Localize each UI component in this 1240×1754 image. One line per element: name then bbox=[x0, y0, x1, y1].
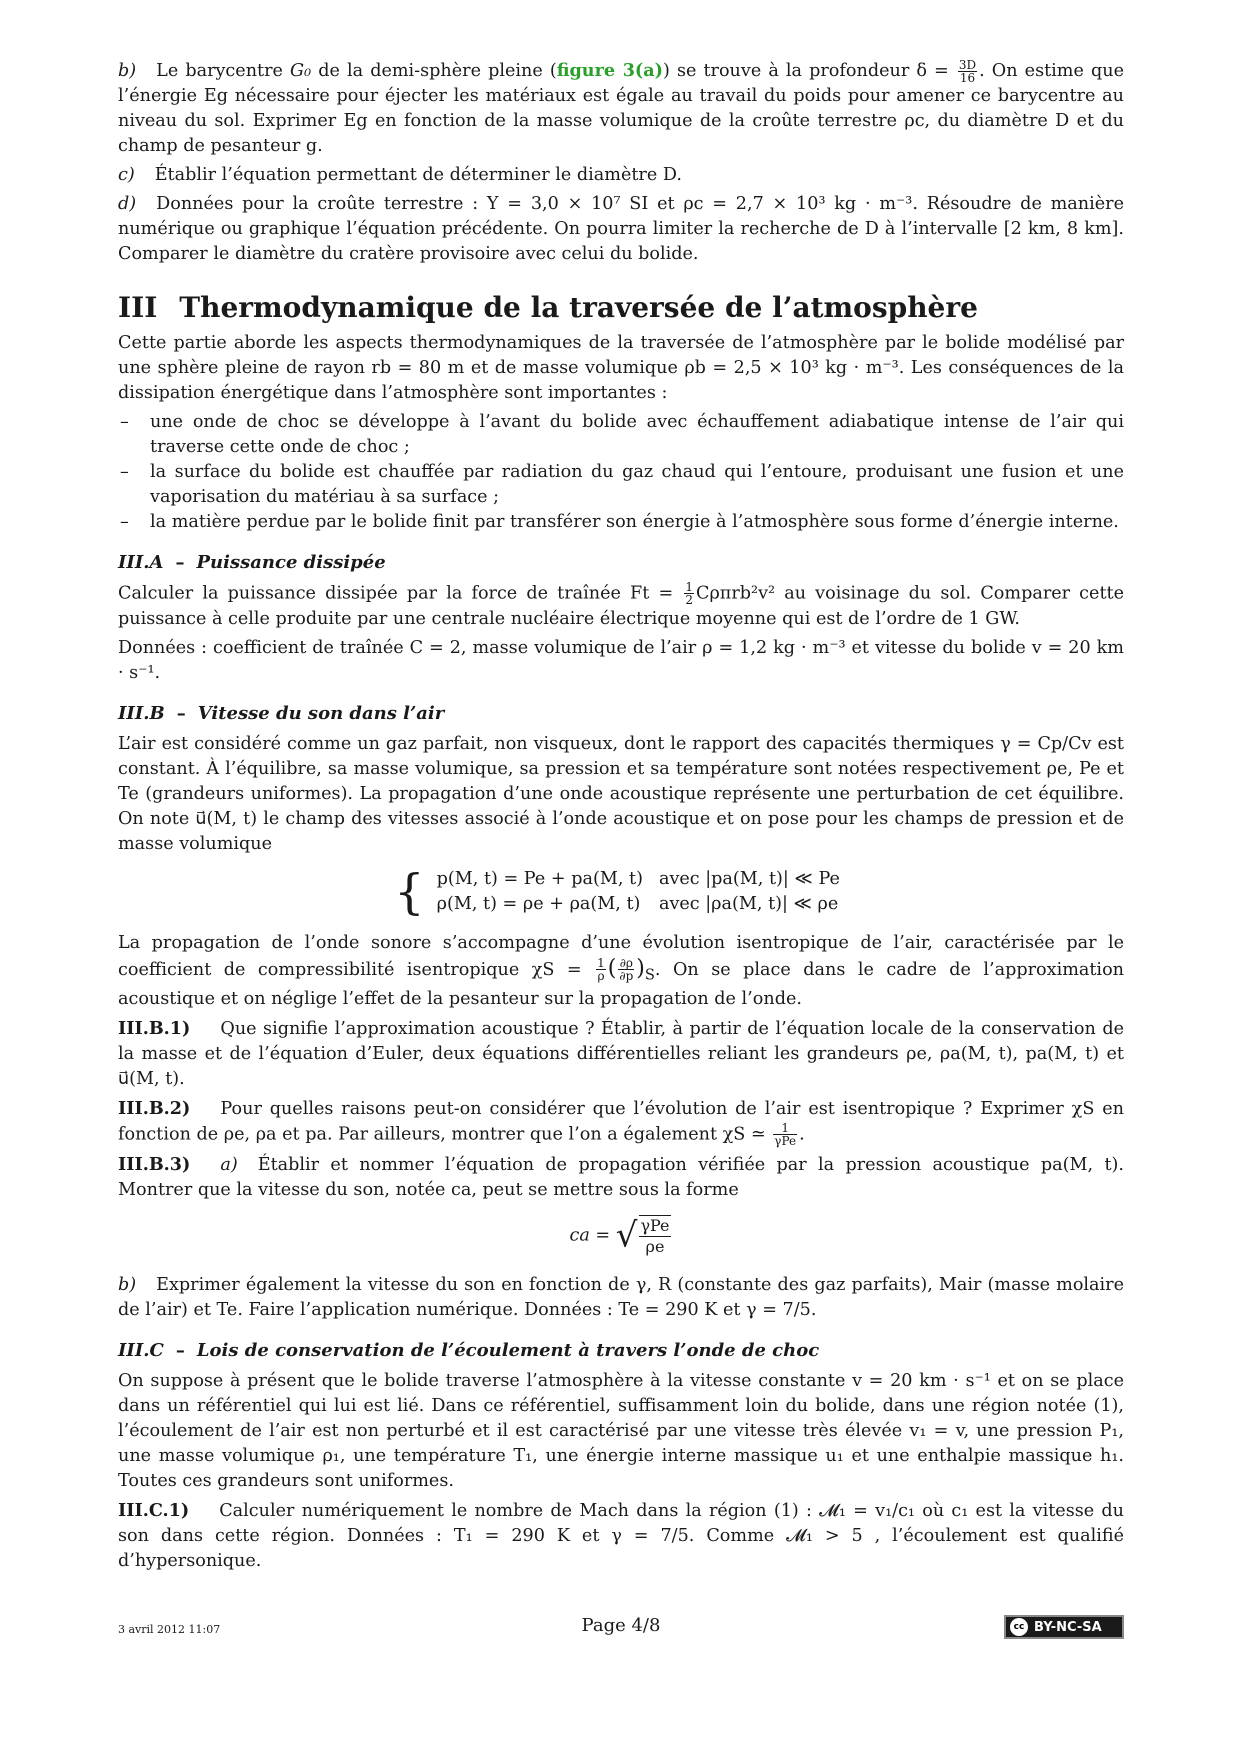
compressibility-paragraph: La propagation de l’onde sonore s’accompagne d’une évolution isentropique de l’air, caractérisée par le coefficient de compressibilité isentropique χS = $\frac{1}{\rho}$ ( $\frac{\partial\rho}{\partial p}$ )$_S$. On se place dans le cadre de l’approximation acoustique et on néglige l’effet de la pesanteur sur la propagation de l’onde. bbox=[118, 932, 1124, 1010]
subsection-heading-IIIA: III.A – Puissance dissipée bbox=[118, 552, 386, 573]
question-IIIB1: III.B.1) Que signifie l’approximation acoustique ? Établir, à partir de l’équation locale de la conservation de la masse et de l’équation d’Euler, deux équations différentielles reliant les grandeurs ρe, ρa(M, t), pa(M, t) et u⃗(M, t). bbox=[118, 1018, 1124, 1090]
list-item: – la surface du bolide est chauffée par radiation du gaz chaud qui l’entoure, produisant une fusion et une vaporisation du matériau à sa surface ; bbox=[118, 460, 1124, 510]
question-b-label: b) bbox=[118, 61, 137, 81]
page-footer bbox=[118, 1615, 1124, 1645]
section-III-intro: Cette partie aborde les aspects thermodynamiques de la traversée de l’atmosphère par le bolide modélisé par une sphère pleine de rayon rb = 80 m et de masse volumique ρb = 2,5 × 10³ kg · m⁻³. Les conséquences de la dissipation énergétique dans l’atmosphère sont importantes : bbox=[118, 333, 1124, 403]
list-item: – une onde de choc se développe à l’avant du bolide avec échauffement adiabatique intense de l’air qui traverse cette onde de choc ; bbox=[118, 410, 1124, 460]
sound-speed-formula: ca = √ $\frac{\text{γPe}}{\rho e}$ bbox=[569, 1215, 670, 1256]
subsection-IIIC-intro: On suppose à présent que le bolide traverse l’atmosphère à la vitesse constante v = 20 km · s⁻¹ et on se place dans un référentiel qui lui est lié. Dans ce référentiel, suffisamment loin du bolide, dans une région notée (1), l’écoulement de l’air est non perturbé et il est caractérisé par une vitesse très élevée v₁ = v, une pression P₁, une masse volumique ρ₁, une température T₁, une énergie interne massique u₁ et une enthalpie massique h₁. Toutes ces grandeurs sont uniformes. bbox=[118, 1370, 1124, 1491]
question-IIIB3b: b) Exprimer également la vitesse du son en fonction de γ, R (constante des gaz parfaits), Mair (masse molaire de l’air) et Te. Faire l’application numérique. Données : Te = 290 K et γ = 7/5. bbox=[118, 1274, 1124, 1320]
list-item: – la matière perdue par le bolide finit par transférer son énergie à l’atmosphère sous forme d’énergie interne. bbox=[118, 510, 1124, 535]
license-badge[interactable]: cc BY-NC-SA bbox=[1004, 1615, 1124, 1639]
subsection-IIIA-data: Données : coefficient de traînée C = 2, masse volumique de l’air ρ = 1,2 kg · m⁻³ et vitesse du bolide v = 20 km · s⁻¹. bbox=[118, 637, 1124, 683]
equation-system: { p(M, t) = Pe + pa(M, t) avec |pa(M, t)| ≪ Pe ρ(M, t) = ρe + ρa(M, t) avec |ρa(M, t)| ≪ ρe bbox=[394, 863, 840, 920]
page-number: Page 4/8 bbox=[581, 1615, 661, 1636]
creative-commons-icon: cc bbox=[1010, 1618, 1028, 1636]
page-content bbox=[118, 58, 1124, 1578]
question-IIIC1: III.C.1) Calculer numériquement le nombre de Mach dans la région (1) : 𝓜₁ = v₁/c₁ où c₁ est la vitesse du son dans cette région. Données : T₁ = 290 K et γ = 7/5. Comme 𝓜₁ > 5 , l’écoulement est qualifié d’hypersonique. bbox=[118, 1499, 1124, 1571]
delta-fraction: $\frac{3D}{16}$ bbox=[958, 57, 977, 85]
figure-reference-link[interactable]: figure 3(a) bbox=[556, 60, 663, 81]
question-IIIB3a: III.B.3) a) Établir et nommer l’équation de propagation vérifiée par la pression acoustique pa(M, t). Montrer que la vitesse du son, notée ca, peut se mettre sous la forme bbox=[118, 1153, 1124, 1200]
subsection-heading-IIIB: III.B – Vitesse du son dans l’air bbox=[118, 702, 445, 724]
half-fraction: $\frac{1}{2}$ bbox=[685, 580, 693, 607]
consequences-list bbox=[118, 410, 1124, 535]
subsection-heading-IIIC: III.C – Lois de conservation de l’écoulement à travers l’onde de choc bbox=[118, 1339, 820, 1361]
subsection-IIIB-intro: L’air est considéré comme un gaz parfait, non visqueux, dont le rapport des capacités thermiques γ = Cp/Cv est constant. À l’équilibre, sa masse volumique, sa pression et sa température sont notées respectivement ρe, Pe et Te (grandeurs uniformes). La propagation d’une onde acoustique représente une perturbation de cet équilibre. On note u⃗(M, t) le champ des vitesses associé à l’onde acoustique et on pose pour les champs de pression et de masse volumique bbox=[118, 733, 1124, 854]
section-heading-III: III Thermodynamique de la traversée de l’atmosphère bbox=[118, 291, 978, 324]
question-c: c) Établir l’équation permettant de déterminer le diamètre D. bbox=[118, 165, 682, 185]
question-d: d) Données pour la croûte terrestre : Y = 3,0 × 10⁷ SI et ρc = 2,7 × 10³ kg · m⁻³. Résoudre de manière numérique ou graphique l’équation précédente. On pourra limiter la recherche de D à l’intervalle [2 km, 8 km]. Comparer le diamètre du cratère provisoire avec celui du bolide. bbox=[118, 194, 1124, 264]
question-IIIB2: III.B.2) Pour quelles raisons peut-on considérer que l’évolution de l’air est isentropique ? Exprimer χS en fonction de ρe, ρa et pa. Par ailleurs, montrer que l’on a également χS ≃ $\frac{1}{\text{γPe}}$ . bbox=[118, 1098, 1124, 1149]
footer-date: 3 avril 2012 11:07 bbox=[118, 1623, 221, 1636]
brace-symbol: { bbox=[394, 863, 425, 920]
subsection-IIIA-text: Calculer la puissance dissipée par la force de traînée Ft = $\frac{1}{2}$ Cρπrb²v² au voisinage du sol. Comparer cette puissance à celle produite par une centrale nucléaire électrique moyenne qui est de l’ordre de 1 GW. bbox=[118, 580, 1125, 629]
question-b: b) Le barycentre G₀ de la demi-sphère pleine (figure 3(a)) se trouve à la profondeur δ = $\frac{3D}{16}$ . On estime que l’énergie Eg nécessaire pour éjecter les matériaux est égale au travail du poids pour amener ce barycentre au niveau du sol. Exprimer Eg en fonction de la masse volumique de la croûte terrestre ρc, du diamètre D et du champ de pesanteur g. bbox=[118, 57, 1124, 156]
